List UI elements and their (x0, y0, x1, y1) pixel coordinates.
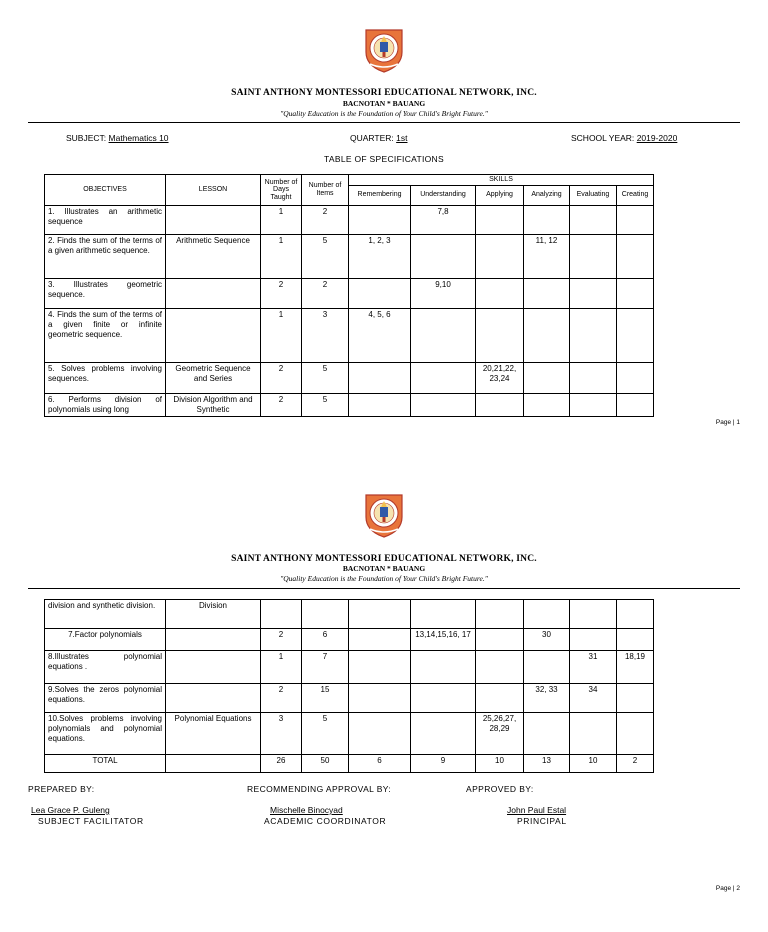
subject-meta (66, 133, 169, 143)
lesson-cell: Division Algorithm and Synthetic (166, 393, 261, 416)
approved-by-role: PRINCIPAL (517, 816, 567, 826)
days-cell: 2 (261, 362, 302, 393)
understanding-cell: 9,10 (411, 278, 476, 308)
items-cell: 5 (302, 234, 349, 278)
lesson-cell (166, 651, 261, 684)
applying-cell (476, 205, 524, 234)
total-days: 26 (261, 755, 302, 773)
page-2 (0, 466, 768, 932)
school-year-meta (571, 133, 677, 143)
days-cell: 1 (261, 234, 302, 278)
col-applying: Applying (476, 185, 524, 205)
specifications-table-page-1 (44, 174, 654, 417)
creating-cell (617, 684, 654, 713)
creating-cell (617, 234, 654, 278)
header-divider (28, 588, 740, 589)
lesson-cell (166, 205, 261, 234)
school-address: BACNOTAN * BAUANG (342, 564, 426, 573)
specifications-table-page-2 (44, 599, 654, 773)
creating-cell (617, 713, 654, 755)
items-cell: 3 (302, 308, 349, 362)
analyzing-cell: 11, 12 (524, 234, 570, 278)
objective-cell: 2. Finds the sum of the terms of a given arithmetic sequence. (45, 234, 166, 278)
understanding-cell (411, 713, 476, 755)
evaluating-cell (570, 205, 617, 234)
prepared-by-label: PREPARED BY: (28, 784, 95, 794)
approved-by-label: APPROVED BY: (466, 784, 534, 794)
items-cell: 7 (302, 651, 349, 684)
days-cell: 1 (261, 308, 302, 362)
items-cell (302, 600, 349, 629)
col-items: Number of Items (302, 175, 349, 206)
lesson-cell (166, 629, 261, 651)
applying-cell (476, 278, 524, 308)
prepared-by-role: SUBJECT FACILITATOR (38, 816, 144, 826)
school-logo-icon (360, 26, 408, 74)
lesson-cell: Division (166, 600, 261, 629)
items-cell: 15 (302, 684, 349, 713)
items-cell: 2 (302, 278, 349, 308)
creating-cell (617, 278, 654, 308)
remembering-cell (349, 600, 411, 629)
recommending-name: Mischelle Binocyad (270, 805, 343, 815)
applying-cell (476, 600, 524, 629)
col-remembering: Remembering (349, 185, 411, 205)
evaluating-cell: 31 (570, 651, 617, 684)
total-evaluating: 10 (570, 755, 617, 773)
items-cell: 6 (302, 629, 349, 651)
items-cell: 5 (302, 362, 349, 393)
col-days-taught: Number of Days Taught (261, 175, 302, 206)
col-skills: SKILLS (349, 175, 654, 186)
lesson-cell (166, 755, 261, 773)
evaluating-cell (570, 600, 617, 629)
subject-label: SUBJECT: (66, 133, 107, 143)
days-cell: 3 (261, 713, 302, 755)
remembering-cell (349, 205, 411, 234)
lesson-cell (166, 308, 261, 362)
analyzing-cell (524, 362, 570, 393)
applying-cell: 20,21,22, 23,24 (476, 362, 524, 393)
school-motto: "Quality Education is the Foundation of Your Child's Bright Future." (280, 574, 488, 583)
lesson-cell: Geometric Sequence and Series (166, 362, 261, 393)
items-cell: 2 (302, 205, 349, 234)
remembering-cell (349, 713, 411, 755)
remembering-cell (349, 651, 411, 684)
table-row (45, 205, 654, 234)
total-remembering: 6 (349, 755, 411, 773)
items-cell: 5 (302, 393, 349, 416)
objective-cell: 6. Performs division of polynomials using long (45, 393, 166, 416)
table-row (45, 713, 654, 755)
school-motto: "Quality Education is the Foundation of Your Child's Bright Future." (280, 109, 488, 118)
analyzing-cell: 32, 33 (524, 684, 570, 713)
school-address: BACNOTAN * BAUANG (342, 99, 426, 108)
days-cell: 2 (261, 629, 302, 651)
creating-cell (617, 629, 654, 651)
remembering-cell (349, 629, 411, 651)
total-creating: 2 (617, 755, 654, 773)
applying-cell (476, 629, 524, 651)
analyzing-cell (524, 651, 570, 684)
table-row (45, 234, 654, 278)
remembering-cell: 1, 2, 3 (349, 234, 411, 278)
table-row (45, 278, 654, 308)
table-row (45, 308, 654, 362)
creating-cell (617, 362, 654, 393)
days-cell: 2 (261, 684, 302, 713)
analyzing-cell: 30 (524, 629, 570, 651)
lesson-cell: Arithmetic Sequence (166, 234, 261, 278)
objective-cell: 7.Factor polynomials (45, 629, 166, 651)
objective-cell: 8.Illustrates polynomial equations . (45, 651, 166, 684)
lesson-cell (166, 684, 261, 713)
lesson-cell (166, 278, 261, 308)
applying-cell (476, 234, 524, 278)
understanding-cell (411, 600, 476, 629)
subject-value: Mathematics 10 (108, 133, 169, 143)
table-row (45, 393, 654, 416)
evaluating-cell (570, 308, 617, 362)
understanding-cell (411, 234, 476, 278)
days-cell: 1 (261, 651, 302, 684)
table-row (45, 600, 654, 629)
school-year-label: SCHOOL YEAR: (571, 133, 635, 143)
evaluating-cell (570, 393, 617, 416)
objective-cell: 4. Finds the sum of the terms of a given finite or infinite geometric sequence. (45, 308, 166, 362)
lesson-cell: Polynomial Equations (166, 713, 261, 755)
table-row (45, 684, 654, 713)
understanding-cell: 7,8 (411, 205, 476, 234)
col-evaluating: Evaluating (570, 185, 617, 205)
objective-cell: 3. Illustrates geometric sequence. (45, 278, 166, 308)
objective-cell: division and synthetic division. (45, 600, 166, 629)
creating-cell (617, 393, 654, 416)
col-understanding: Understanding (411, 185, 476, 205)
total-label: TOTAL (45, 755, 166, 773)
objective-cell: 9.Solves the zeros polynomial equations. (45, 684, 166, 713)
understanding-cell (411, 393, 476, 416)
recommending-role: ACADEMIC COORDINATOR (264, 816, 387, 826)
applying-cell (476, 651, 524, 684)
evaluating-cell (570, 362, 617, 393)
table-row (45, 362, 654, 393)
creating-cell (617, 308, 654, 362)
school-name: SAINT ANTHONY MONTESSORI EDUCATIONAL NETWORK, INC. (231, 554, 537, 564)
total-row (45, 755, 654, 773)
analyzing-cell (524, 278, 570, 308)
evaluating-cell (570, 234, 617, 278)
objective-cell: 5. Solves problems involving sequences. (45, 362, 166, 393)
remembering-cell (349, 362, 411, 393)
table-row (45, 629, 654, 651)
applying-cell: 25,26,27, 28,29 (476, 713, 524, 755)
days-cell: 1 (261, 205, 302, 234)
total-understanding: 9 (411, 755, 476, 773)
understanding-cell (411, 362, 476, 393)
days-cell: 2 (261, 393, 302, 416)
days-cell: 2 (261, 278, 302, 308)
items-cell: 5 (302, 713, 349, 755)
days-cell (261, 600, 302, 629)
remembering-cell: 4, 5, 6 (349, 308, 411, 362)
evaluating-cell (570, 278, 617, 308)
quarter-label: QUARTER: (350, 133, 394, 143)
creating-cell (617, 205, 654, 234)
evaluating-cell (570, 629, 617, 651)
total-items: 50 (302, 755, 349, 773)
quarter-meta (350, 133, 408, 143)
analyzing-cell (524, 205, 570, 234)
total-applying: 10 (476, 755, 524, 773)
creating-cell: 18,19 (617, 651, 654, 684)
page-number: Page | 2 (715, 885, 740, 892)
understanding-cell: 13,14,15,16, 17 (411, 629, 476, 651)
applying-cell (476, 308, 524, 362)
col-analyzing: Analyzing (524, 185, 570, 205)
analyzing-cell (524, 713, 570, 755)
analyzing-cell (524, 600, 570, 629)
evaluating-cell (570, 713, 617, 755)
table-row (45, 651, 654, 684)
evaluating-cell: 34 (570, 684, 617, 713)
recommending-label: RECOMMENDING APPROVAL BY: (247, 784, 392, 794)
objective-cell: 1. Illustrates an arithmetic sequence (45, 205, 166, 234)
approved-by-name: John Paul Estal (507, 805, 567, 815)
school-year-value: 2019-2020 (636, 133, 678, 143)
col-objectives: OBJECTIVES (45, 175, 166, 206)
applying-cell (476, 684, 524, 713)
col-creating: Creating (617, 185, 654, 205)
understanding-cell (411, 308, 476, 362)
remembering-cell (349, 684, 411, 713)
objective-cell: 10.Solves problems involving polynomials and polynomial equations. (45, 713, 166, 755)
col-lesson: LESSON (166, 175, 261, 206)
page-number: Page | 1 (715, 419, 740, 426)
understanding-cell (411, 684, 476, 713)
school-name: SAINT ANTHONY MONTESSORI EDUCATIONAL NETWORK, INC. (231, 88, 537, 98)
header-divider (28, 122, 740, 123)
creating-cell (617, 600, 654, 629)
total-analyzing: 13 (524, 755, 570, 773)
applying-cell (476, 393, 524, 416)
analyzing-cell (524, 393, 570, 416)
quarter-value: 1st (396, 133, 408, 143)
school-logo-icon (360, 491, 408, 539)
remembering-cell (349, 393, 411, 416)
prepared-by-name: Lea Grace P. Guleng (31, 805, 110, 815)
understanding-cell (411, 651, 476, 684)
remembering-cell (349, 278, 411, 308)
analyzing-cell (524, 308, 570, 362)
table-title: TABLE OF SPECIFICATIONS (324, 154, 444, 164)
